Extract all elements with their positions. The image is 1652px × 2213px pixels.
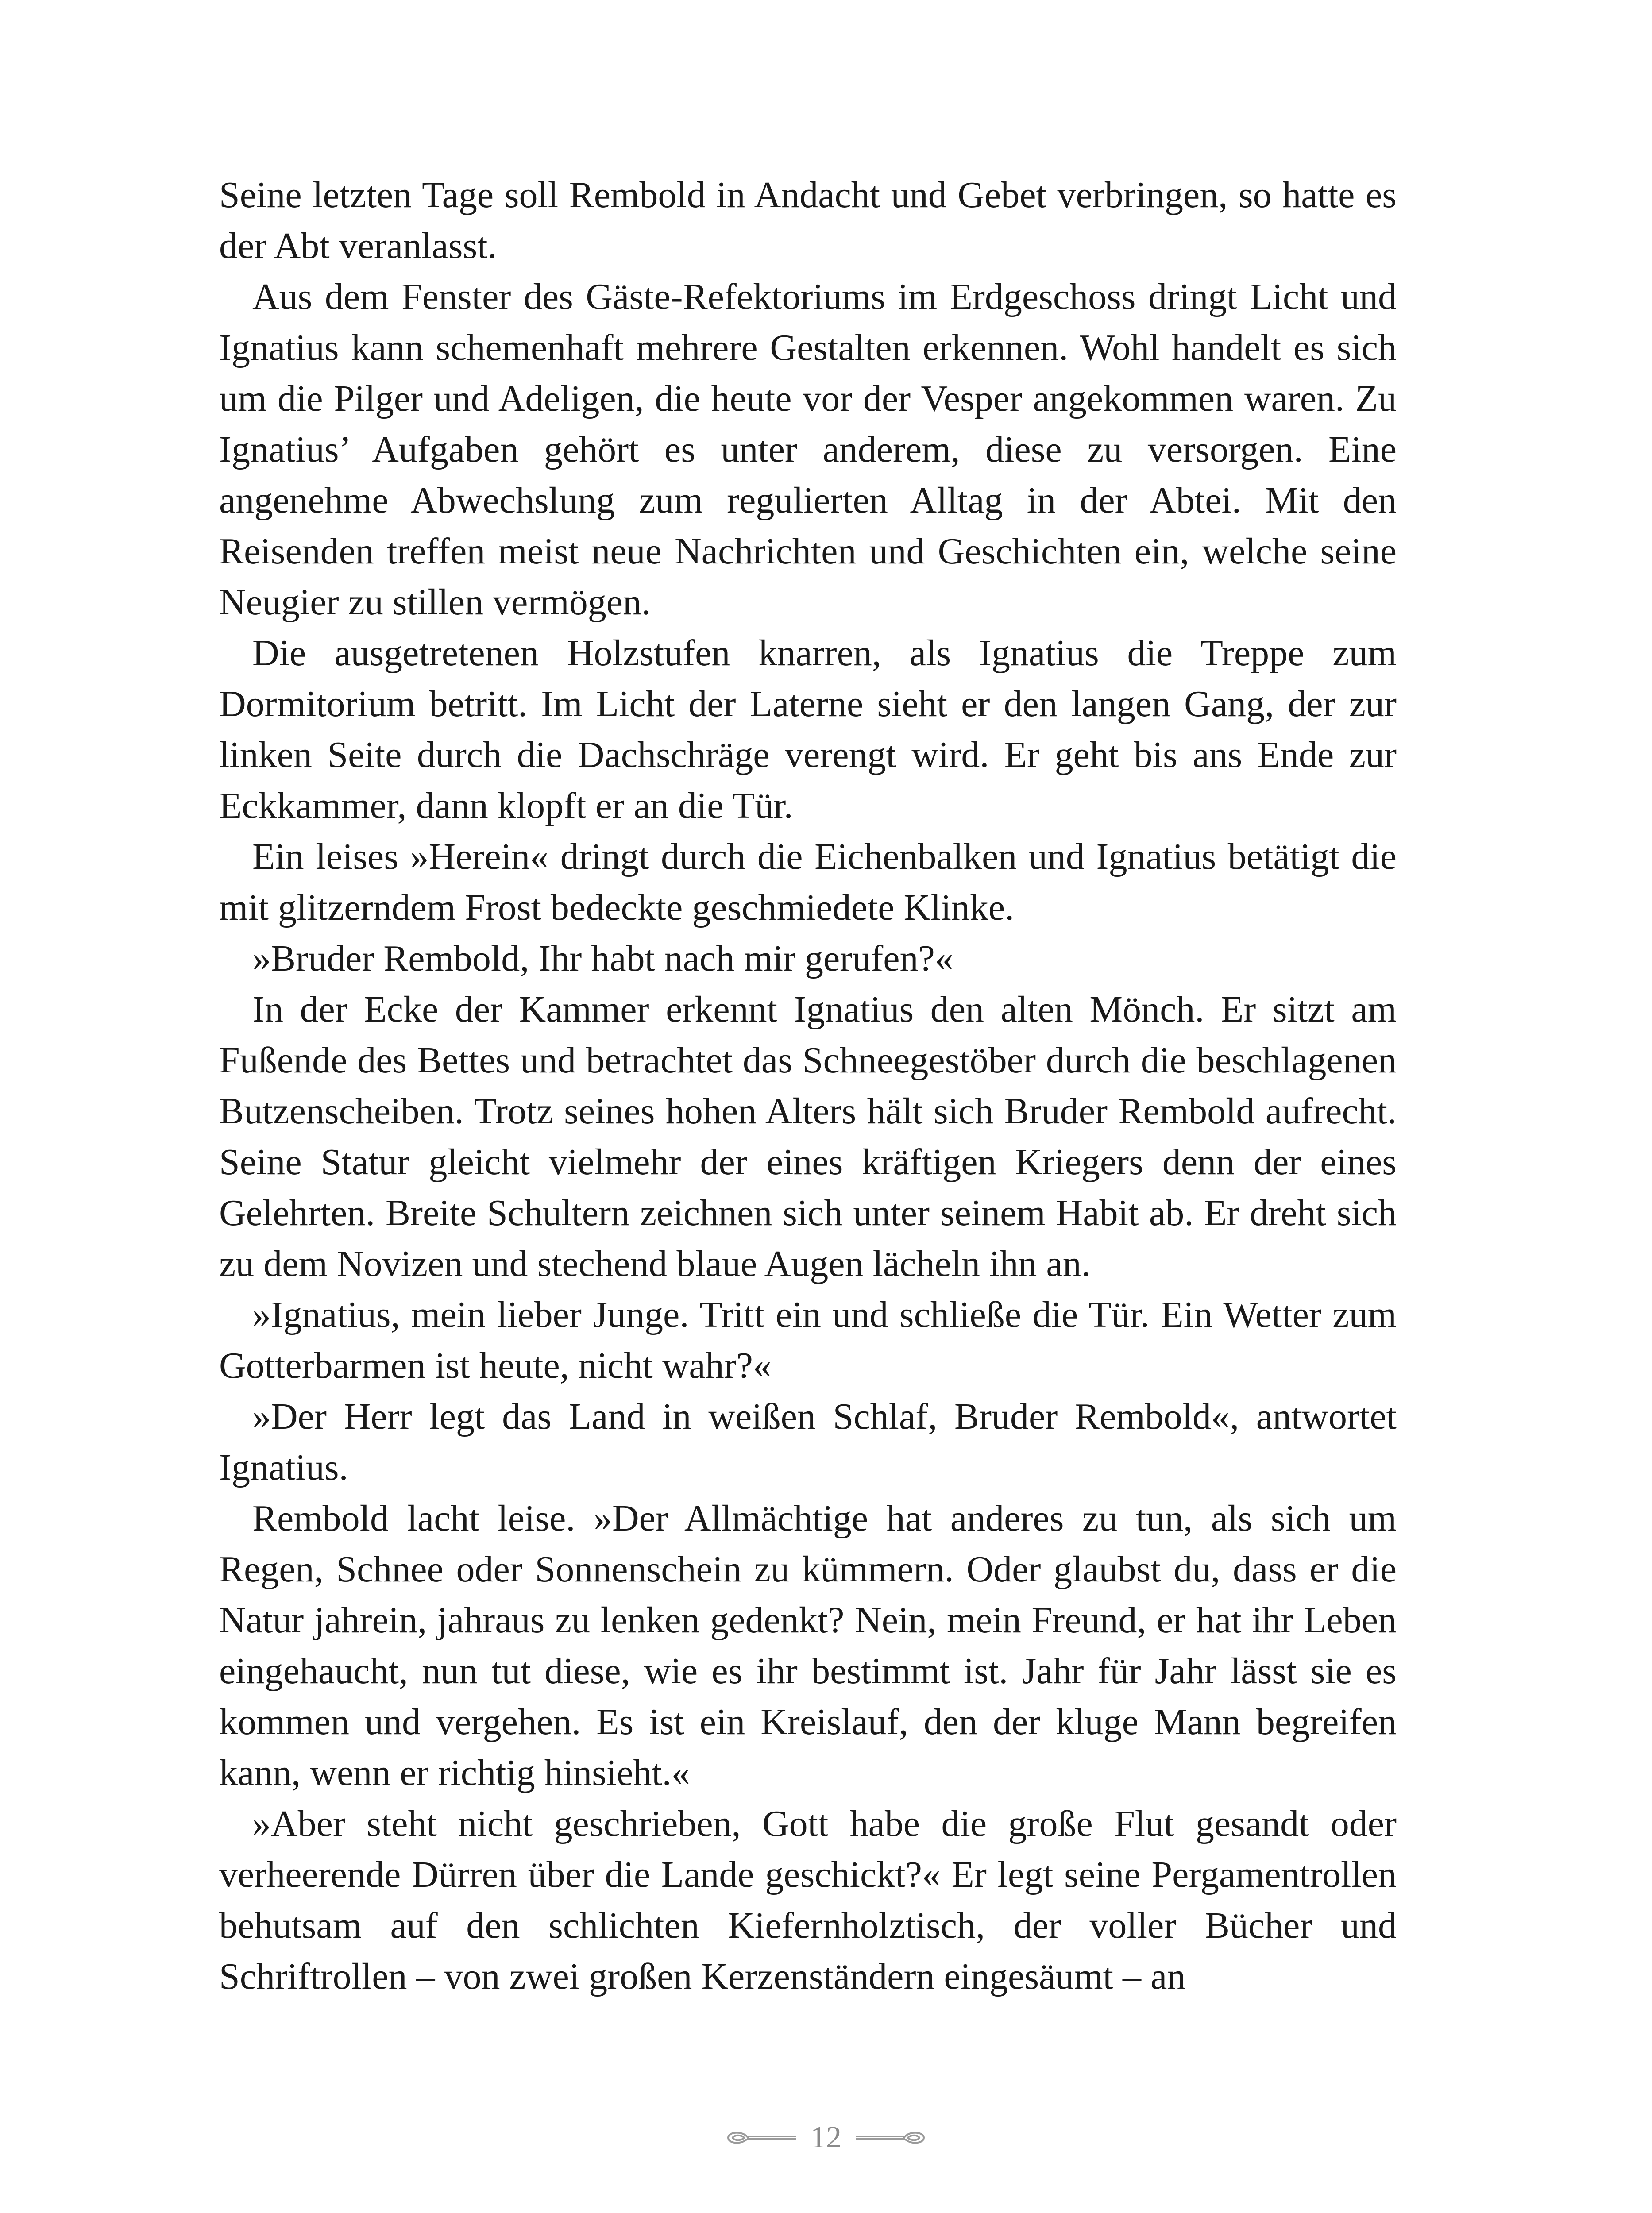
paragraph: Rembold lacht leise. »Der Allmächtige hat anderes zu tun, als sich um Regen, Schnee oder Sonnenschein zu kümmern. Oder glaubst du, dass er die Natur jahrein, jahraus zu lenken gedenkt? Nein, mein Freund, er hat ihr Leben eingehaucht, nun tut diese, wie es ihr bestimmt ist. Jahr für Jahr lässt sie es kommen und vergehen. Es ist ein Kreislauf, den der kluge Mann begreifen kann, wenn er richtig hinsieht.«: [219, 1498, 1397, 1793]
paragraph: Aus dem Fenster des Gäste-Refektoriums im Erdgeschoss dringt Licht und Ignatius kann schemenhaft mehrere Gestalten erkennen. Wohl handelt es sich um die Pilger und Adeligen, die heute vor der Vesper angekommen waren. Zu Ignatius’ Aufgaben gehört es unter anderem, diese zu versorgen. Eine angenehme Abwechslung zum regulierten Alltag in der Abtei. Mit den Reisenden treffen meist neue Nachrichten und Geschichten ein, welche seine Neugier zu stillen vermögen.: [219, 276, 1397, 623]
paragraph: In der Ecke der Kammer erkennt Ignatius den alten Mönch. Er sitzt am Fußende des Bettes und betrachtet das Schneegestöber durch die beschlagenen Butzenscheiben. Trotz seines hohen Alters hält sich Bruder Rembold aufrecht. Seine Statur gleicht vielmehr der eines kräftigen Kriegers denn der eines Gelehrten. Breite Schultern zeichnen sich unter seinem Habit ab. Er dreht sich zu dem Novizen und stechend blaue Augen lächeln ihn an.: [219, 989, 1397, 1284]
left-ornament-icon: [723, 2127, 798, 2149]
body-text: [219, 170, 1397, 2002]
paragraph: Die ausgetretenen Holzstufen knarren, als Ignatius die Treppe zum Dormitorium betritt. Im Licht der Laterne sieht er den langen Gang, der zur linken Seite durch die Dachschräge verengt wird. Er geht bis ans Ende zur Eckkammer, dann klopft er an die Tür.: [219, 632, 1397, 826]
paragraph: »Aber steht nicht geschrieben, Gott habe die große Flut gesandt oder verheerende Dürren über die Lande geschickt?« Er legt seine Pergamentrollen behutsam auf den schlichten Kiefernholztisch, der voller Bücher und Schriftrollen – von zwei großen Kerzenständern eingesäumt – an: [219, 1803, 1397, 1997]
page-number: 12: [811, 2120, 841, 2155]
paragraph: »Bruder Rembold, Ihr habt nach mir gerufen?«: [252, 938, 953, 979]
paragraph: Seine letzten Tage soll Rembold in Andacht und Gebet verbringen, so hatte es der Abt veranlasst.: [219, 174, 1397, 266]
paragraph: »Der Herr legt das Land in weißen Schlaf, Bruder Rembold«, antwortet Ignatius.: [219, 1396, 1397, 1488]
page-footer: [0, 2111, 1652, 2164]
paragraph: Ein leises »Herein« dringt durch die Eichenbalken und Ignatius betätigt die mit glitzerndem Frost bedeckte geschmiedete Klinke.: [219, 836, 1397, 928]
right-ornament-icon: [854, 2127, 929, 2149]
paragraph: »Ignatius, mein lieber Junge. Tritt ein und schließe die Tür. Ein Wetter zum Gotterbarmen ist heute, nicht wahr?«: [219, 1294, 1397, 1386]
